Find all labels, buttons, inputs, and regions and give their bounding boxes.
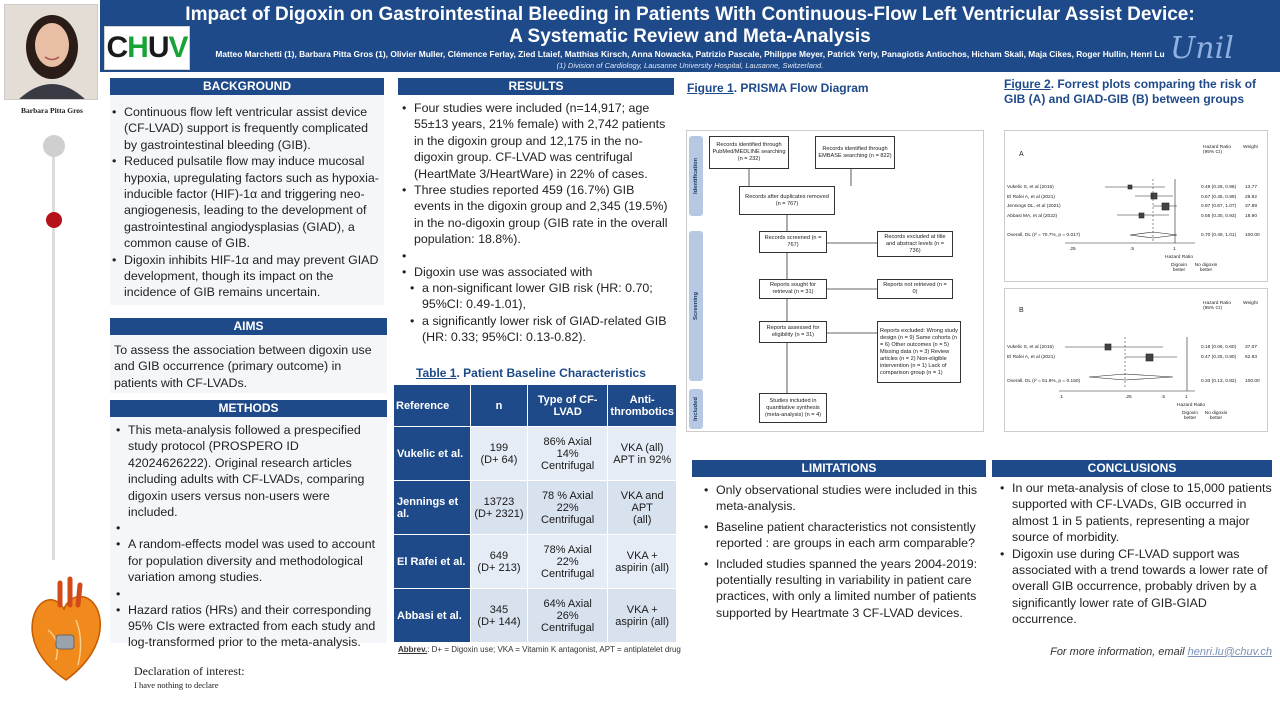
- forest-a-weight: 100.00: [1245, 233, 1260, 238]
- forest-a-weight: 18.90: [1245, 213, 1258, 219]
- forest-b-overall: Overall, DL (I² = 51.9%, p = 0.150): [1007, 379, 1081, 384]
- cell-line: (D+ 2321): [474, 507, 524, 520]
- table-cell-type: [527, 535, 608, 589]
- forest-a-tick: 1: [1173, 247, 1176, 252]
- cell-line: 345: [489, 603, 509, 616]
- declaration-title: Declaration of interest:: [134, 664, 245, 678]
- forest-a-overall: Overall, DL (I² = 70.7%, p = 0.017): [1007, 233, 1081, 238]
- table-cell-type: [527, 481, 608, 535]
- declaration-text: I have nothing to declare: [134, 680, 219, 690]
- chuv-logo-letter: C: [106, 31, 128, 64]
- author-list: Matteo Marchetti (1), Barbara Pitta Gros (1), Olivier Muller, Clémence Ferlay, Zied Ltaief, Matthias Kirsch, Anna Nowacka, Patrizio Pascale, Philippe Meyer, Patrick Yerly, Panagiotis Antiochos, Hicham Skali, Maja Cikes, Roger Hullin, Henri Lu: [215, 49, 1165, 59]
- table-cell-n: [471, 427, 528, 481]
- conclusions-heading: CONCLUSIONS: [992, 460, 1272, 477]
- table-cell-antithrombotics: [608, 481, 677, 535]
- prisma-box-excluded-reports: Reports excluded: Wrong study design (n = 9) Same cohorts (n = 6) Other outcomes (n = 5) Missing data (n = 3) Review articles (n = 2) Non-eligible intervention (n = 1) Lack of comparison group (n = 1): [877, 321, 961, 383]
- forest-a-col-weight: Weight: [1243, 145, 1258, 150]
- cell-line: (D+ 144): [477, 615, 521, 628]
- table-cell-n: [471, 535, 528, 589]
- cell-line: 64% Axial: [543, 597, 592, 610]
- table-header: Anti-thrombotics: [608, 385, 677, 427]
- prisma-box-not-retrieved: Reports not retrieved (n = 0): [877, 279, 953, 299]
- figure2-title-rest: . Forrest plots comparing the risk of GIB (A) and GIAD-GIB (B) between groups: [1004, 77, 1257, 106]
- chuv-logo: [104, 26, 190, 70]
- figure1-title-rest: . PRISMA Flow Diagram: [733, 81, 869, 95]
- stage-label: Identification: [693, 157, 699, 195]
- presenter-photo: [4, 4, 98, 100]
- spacer: [116, 520, 382, 536]
- background-heading: BACKGROUND: [110, 78, 384, 95]
- results-bullet: • Digoxin use was associated with: [402, 264, 674, 280]
- forest-b-tick: .1: [1059, 395, 1064, 400]
- cell-line: VKA +: [626, 603, 658, 616]
- conclusions-bullet: • Digoxin use during CF-LVAD support was associated with a trend towards a lower rate of overall GIB occurrence, probably driven by a significantly lower rate of GIB-GIAD occurrence.: [1000, 546, 1272, 628]
- forest-b-hr: 0.47 (0.25, 0.90): [1201, 354, 1237, 360]
- forest-b-col-hr: Hazard Ratio (95% CI): [1203, 301, 1231, 311]
- cell-line: (D+ 64): [480, 453, 518, 466]
- cell-line: 199: [489, 441, 509, 454]
- forest-a-axis-label: Hazard Ratio: [1165, 255, 1193, 260]
- forest-a-weight: 37.89: [1245, 204, 1258, 209]
- prisma-box-sought: Reports sought for retrieval (n = 31): [759, 279, 827, 299]
- timeline-dot-grey: [43, 135, 65, 157]
- table-header: Type of CF-LVAD: [527, 385, 608, 427]
- forest-b-tick: .25: [1125, 395, 1132, 400]
- stage-label: Included: [693, 397, 699, 421]
- forest-b-weight: 62.93: [1245, 354, 1258, 360]
- table-row: [394, 535, 677, 589]
- prisma-box-pubmed: Records identified through PubMed/MEDLINE searching (n = 232): [709, 136, 789, 169]
- forest-a-col-hr: Hazard Ratio (95% CI): [1203, 145, 1231, 155]
- prisma-box-assessed: Reports assessed for eligibility (n = 31): [759, 321, 827, 343]
- aims-heading: AIMS: [110, 318, 387, 335]
- cell-line: APT in 92%: [613, 453, 672, 466]
- cell-line: (D+ 213): [477, 561, 521, 574]
- cell-line: 649: [489, 549, 509, 562]
- cell-line: VKA and APT: [620, 489, 664, 514]
- forest-b-tick: .5: [1161, 395, 1166, 400]
- timeline-line: [52, 140, 55, 560]
- forest-a-left-label: Digoxin better: [1171, 263, 1187, 273]
- cell-line: 14% Centrifugal: [541, 447, 595, 472]
- background-list: [112, 104, 382, 301]
- chuv-logo-letter: H: [127, 31, 148, 64]
- table-abbrev: [398, 645, 681, 654]
- table-cell-type: [527, 589, 608, 643]
- cell-line: 13723: [483, 495, 515, 508]
- forest-b-hr: 0.18 (0.06, 0.60): [1201, 345, 1237, 350]
- prisma-diagram: [686, 130, 984, 432]
- table-row: [394, 589, 677, 643]
- cell-line: 86% Axial: [543, 435, 592, 448]
- abbrev-label: Abbrev.: [398, 645, 428, 654]
- abbrev-text: : D+ = Digoxin use; VKA = Vitamin K antagonist, APT = antiplatelet drug: [427, 645, 681, 654]
- figure2-title-prefix: Figure 2: [1004, 77, 1051, 91]
- forest-b-right-label: No digoxin better: [1204, 411, 1228, 421]
- results-bullet: • Three studies reported 459 (16.7%) GIB events in the digoxin group and 2,345 (19.5%) in the no-digoxin group (GIB rate in the overall population: 18.8%).: [402, 182, 674, 248]
- forest-b-col-weight: Weight: [1243, 301, 1258, 306]
- forest-a-hr: 0.70 (0.49, 1.01): [1201, 233, 1237, 238]
- chuv-logo-letter: U: [147, 31, 169, 64]
- forest-b-graphic: [1005, 289, 1269, 433]
- figure1-title: [687, 81, 869, 96]
- forest-a-hr: 0.87 (0.67, 1.07): [1201, 204, 1237, 209]
- table-cell-antithrombotics: [608, 535, 677, 589]
- table-row: [394, 481, 677, 535]
- table-cell-antithrombotics: [608, 427, 677, 481]
- forest-b-tick: 1: [1185, 395, 1188, 400]
- poster-title-line1: Impact of Digoxin on Gastrointestinal Bleeding in Patients With Continuous-Flow Left Ventricular Assist Device:: [185, 4, 1195, 25]
- background-bullet: • Continuous flow left ventricular assist device (CF-LVAD) support is frequently complicated by gastrointestinal bleeding (GIB).: [112, 104, 382, 153]
- limitations-heading: LIMITATIONS: [692, 460, 986, 477]
- limitations-bullet: • Only observational studies were included in this meta-analysis.: [704, 482, 988, 515]
- forest-a-tick: .25: [1069, 247, 1076, 252]
- table-cell-type: [527, 427, 608, 481]
- cell-line: 78 % Axial: [541, 489, 594, 502]
- cell-line: 26% Centrifugal: [541, 609, 595, 634]
- figure2-title: [1004, 77, 1270, 107]
- table-cell-antithrombotics: [608, 589, 677, 643]
- table-cell-ref: Jennings et al.: [394, 481, 471, 535]
- presenter-portrait-icon: [5, 5, 98, 100]
- table-title-prefix: Table 1: [416, 366, 457, 380]
- prisma-box-embase: Records identified through EMBASE searching (n = 822): [815, 136, 895, 169]
- cell-line: aspirin (all): [615, 615, 670, 628]
- forest-a-weight: 29.82: [1245, 194, 1258, 200]
- background-bullet: • Reduced pulsatile flow may induce mucosal hypoxia, upregulating factors such as hypoxia-inducible factor (HIF)-1α and triggering neo-angiogenesis, leading to the development of gastrointestinal angiodysplasias (GIAD), a common cause of GIB.: [112, 153, 382, 251]
- stage-label: Screening: [693, 291, 699, 321]
- cell-line: 22% Centrifugal: [541, 555, 595, 580]
- table-cell-ref: Vukelic et al.: [394, 427, 471, 481]
- presenter-name: Barbara Pitta Gros: [21, 106, 83, 115]
- table-cell-ref: Abbasi et al.: [394, 589, 471, 643]
- forest-b-study: El Rafei A, et al (2021): [1007, 354, 1055, 360]
- forest-a-tick: .5: [1130, 247, 1135, 252]
- limitations-bullet: • Baseline patient characteristics not consistently reported : are groups in each arm comparable?: [704, 519, 988, 552]
- prisma-box-dedup: Records after duplicates removed (n = 767): [739, 186, 835, 215]
- results-subbullet: • a non-significant lower GIB risk (HR: 0.70; 95%CI: 0.49-1.01),: [410, 280, 688, 313]
- table-header: Reference: [394, 385, 471, 427]
- results-subbullet: • a significantly lower risk of GIAD-related GIB (HR: 0.33; 95%CI: 0.13-0.82).: [410, 313, 688, 346]
- forest-a-study: Vukelic S, et al (2015): [1007, 185, 1054, 190]
- heart-illustration-icon: [26, 575, 106, 685]
- forest-a-weight: 13.77: [1245, 185, 1258, 190]
- table-title-rest: . Patient Baseline Characteristics: [456, 366, 646, 380]
- methods-bullet: • This meta-analysis followed a prespecified study protocol (PROSPERO ID 42024626222). Original research articles including adults with CF-LVADs, comparing digoxin users versus non-users were included.: [116, 422, 382, 520]
- forest-a-right-label: No digoxin better: [1194, 263, 1218, 273]
- table-header: n: [471, 385, 528, 427]
- poster-title-line2: A Systematic Review and Meta-Analysis: [509, 26, 871, 47]
- forest-b-weight: 37.07: [1245, 345, 1258, 350]
- background-bullet: • Digoxin inhibits HIF-1α and may prevent GIAD development, though its impact on the incidence of GIB remains uncertain.: [112, 252, 382, 301]
- results-sublist: [410, 280, 688, 346]
- forest-a-study: Jennings DL, et al (2021): [1007, 204, 1061, 209]
- footer-contact: [1000, 646, 1272, 658]
- chuv-logo-letter: V: [168, 31, 188, 64]
- cell-line: (all): [633, 513, 652, 526]
- cell-line: aspirin (all): [615, 561, 670, 574]
- prisma-box-excluded-title: Records excluded at title and abstract levels (n = 736): [877, 231, 953, 257]
- methods-bullet: • A random-effects model was used to account for population diversity and methodological variation among studies.: [116, 536, 382, 585]
- unil-logo: Unil: [1170, 31, 1234, 66]
- forest-b-weight: 100.00: [1245, 379, 1260, 384]
- conclusions-list: [1000, 480, 1272, 628]
- cell-line: 22% Centrifugal: [541, 501, 595, 526]
- forest-a-hr: 0.67 (0.45, 0.99): [1201, 194, 1237, 200]
- forest-b-study: Vukelic S, et al (2015): [1007, 345, 1054, 350]
- limitations-bullet: • Included studies spanned the years 2004-2019: potentially resulting in variability in patient care practices, with only a limited number of patients supported by Heartmate 3 CF-LVAD devices.: [704, 556, 988, 622]
- results-list: [402, 100, 674, 280]
- methods-list: [116, 422, 382, 651]
- cell-line: VKA +: [626, 549, 658, 562]
- forest-b-hr: 0.33 (0.13, 0.82): [1201, 379, 1237, 384]
- spacer: [116, 586, 382, 602]
- methods-bullet: • Hazard ratios (HRs) and their corresponding 95% CIs were extracted from each study and log-transformed prior to the meta-analysis.: [116, 602, 382, 651]
- aims-text: To assess the association between digoxin use and GIB occurrence (primary outcome) in patients with CF-LVADs.: [114, 343, 372, 390]
- cell-line: VKA (all): [620, 441, 664, 454]
- footer-text: For more information, email: [1050, 646, 1185, 658]
- forest-a-study: El Rafei A, et al (2021): [1007, 194, 1055, 200]
- forest-a-hr: 0.55 (0.30, 0.93): [1201, 213, 1237, 219]
- table-row: [394, 427, 677, 481]
- footer-email-link[interactable]: henri.lu@chuv.ch: [1187, 646, 1272, 658]
- forest-plot-a: [1004, 130, 1268, 282]
- forest-b-axis-label: Hazard Ratio: [1177, 403, 1205, 408]
- forest-plot-b: [1004, 288, 1268, 432]
- forest-b-label: B: [1019, 307, 1024, 314]
- baseline-table-wrap: [393, 384, 677, 643]
- cell-line: 78% Axial: [543, 543, 592, 556]
- spacer: [402, 248, 674, 264]
- table-title: [416, 366, 646, 380]
- forest-a-graphic: [1005, 131, 1269, 283]
- forest-a-label: A: [1019, 151, 1024, 158]
- forest-a-hr: 0.49 (0.26, 0.96): [1201, 185, 1237, 190]
- table-cell-ref: El Rafei et al.: [394, 535, 471, 589]
- limitations-list: [704, 482, 988, 621]
- prisma-box-screened: Records screened (n = 767): [759, 231, 827, 253]
- forest-b-left-label: Digoxin better: [1182, 411, 1198, 421]
- forest-a-study: Abbasi MA, et al (2022): [1007, 213, 1058, 219]
- conclusions-bullet: • In our meta-analysis of close to 15,000 patients supported with CF-LVADs, GIB occurred in almost 1 in 5 patients, representing a major source of morbidity.: [1000, 480, 1272, 546]
- prisma-box-included: Studies included in quantitative synthesis (meta-analysis) (n = 4): [759, 393, 827, 423]
- affiliation: (1) Division of Cardiology, Lausanne University Hospital, Lausanne, Switzerland.: [556, 61, 824, 70]
- timeline-dot-red: [46, 212, 62, 228]
- results-heading: RESULTS: [398, 78, 674, 95]
- table-cell-n: [471, 589, 528, 643]
- methods-heading: METHODS: [110, 400, 387, 417]
- results-bullet: • Four studies were included (n=14,917; age 55±13 years, 21% female) with 2,742 patients in the digoxin group and 12,175 in the no-digoxin group. CF-LVAD was centrifugal (HeartMate 3/HeartWare) in 22% of cases.: [402, 100, 674, 182]
- chuv-logo-text: [106, 31, 187, 65]
- figure1-title-prefix: Figure 1: [687, 81, 734, 95]
- baseline-table: [393, 384, 677, 643]
- table-cell-n: [471, 481, 528, 535]
